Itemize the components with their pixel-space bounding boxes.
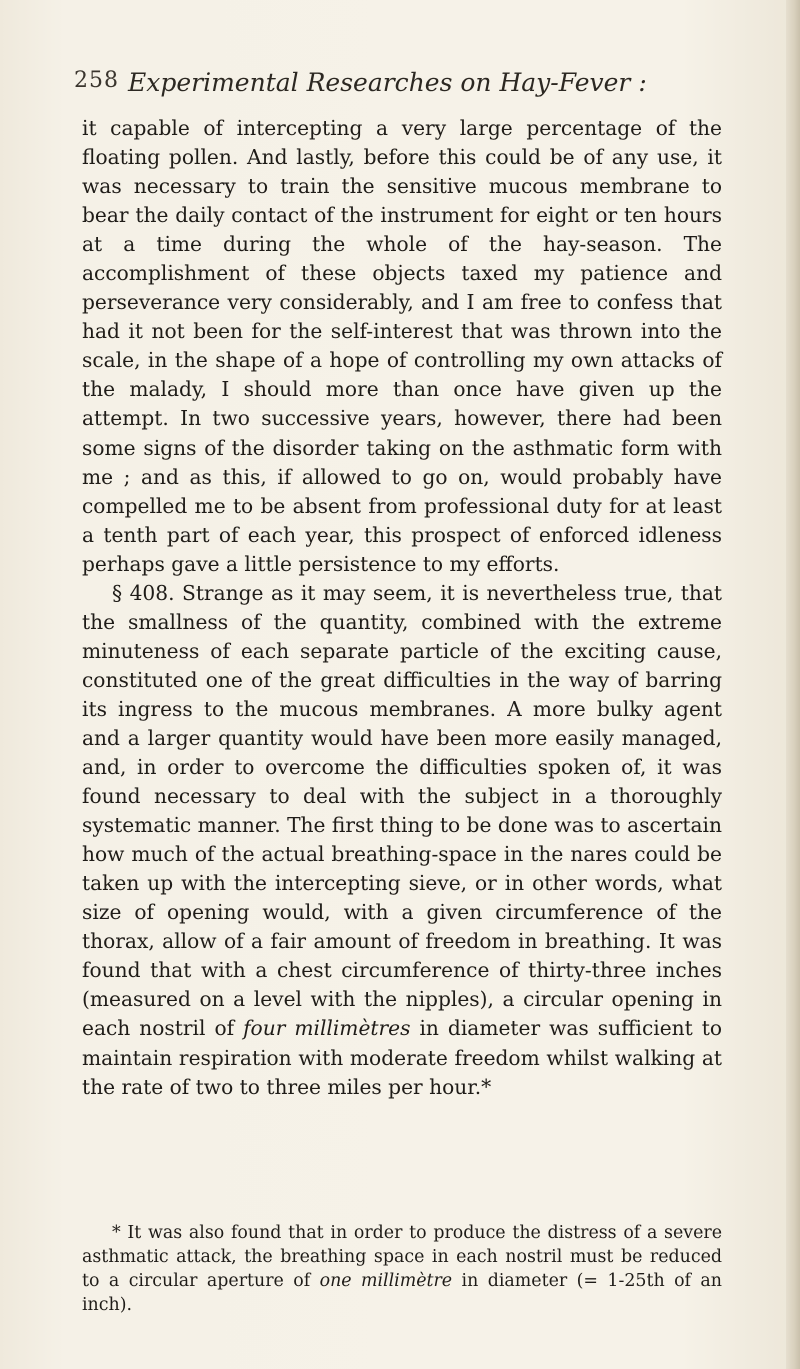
footnote-text-start: * It was also found that in order to produce the distress of a severe asthmatic attack, the breathing space in each nostril must be reduced to a circular aperture of [82,1223,722,1291]
paragraph-text-end: in diameter was sufficient to maintain respiration with moderate freedom whilst walking at the rate of two to three miles per hour.* [82,1016,723,1099]
body-text [82,114,722,1102]
italic-measurement: four millimètres [243,1016,411,1041]
running-title: Experimental Researches on Hay-Fever : [128,68,647,97]
paragraph-section-408 [82,579,722,1102]
page-header [74,68,694,104]
page-number: 258 [74,68,119,93]
paragraph-text-start: § 408. Strange as it may seem, it is nevertheless true, that the smallness of the quantity, combined with the extreme minuteness of each separate particle of the exciting cause, constituted one of the great difficulties in the way of barring its ingress to the mucous membranes. A more bulky agent and a larger quantity would have been more easily managed, and, in order to overcome the difficulties spoken of, it was found necessary to deal with the subject in a thoroughly systematic manner. The first thing to be done was to ascertain how much of the actual breathing-space in the nares could be taken up with the intercepting sieve, or in other words, what size of opening would, with a given circumference of the thorax, allow of a fair amount of freedom in breathing. It was found that with a chest circumference of thirty-three inches (measured on a level with the nipples), a circular opening in each nostril of [82,580,722,1041]
footnote-italic: one millimètre [319,1271,453,1291]
page-edge [786,0,800,1369]
footnote [82,1221,722,1317]
footnote-text-end: in diameter (= 1-25th of an inch). [82,1271,722,1315]
paragraph-continuation: it capable of intercepting a very large percentage of the floating pollen. And lastly, before this could be of any use, it was necessary to train the sensitive mucous membrane to bear the daily contact of the instrument for eight or ten hours at a time during the whole of the hay-season. The accomplishment of these objects taxed my patience and perseverance very considerably, and I am free to confess that had it not been for the self-interest that was thrown into the scale, in the shape of a hope of controlling my own attacks of the malady, I should more than once have given up the attempt. In two successive years, however, there had been some signs of the disorder taking on the asthmatic form with me ; and as this, if allowed to go on, would probably have compelled me to be absent from professional duty for at least a tenth part of each year, this prospect of enforced idleness perhaps gave a little persistence to my efforts. [82,116,722,576]
